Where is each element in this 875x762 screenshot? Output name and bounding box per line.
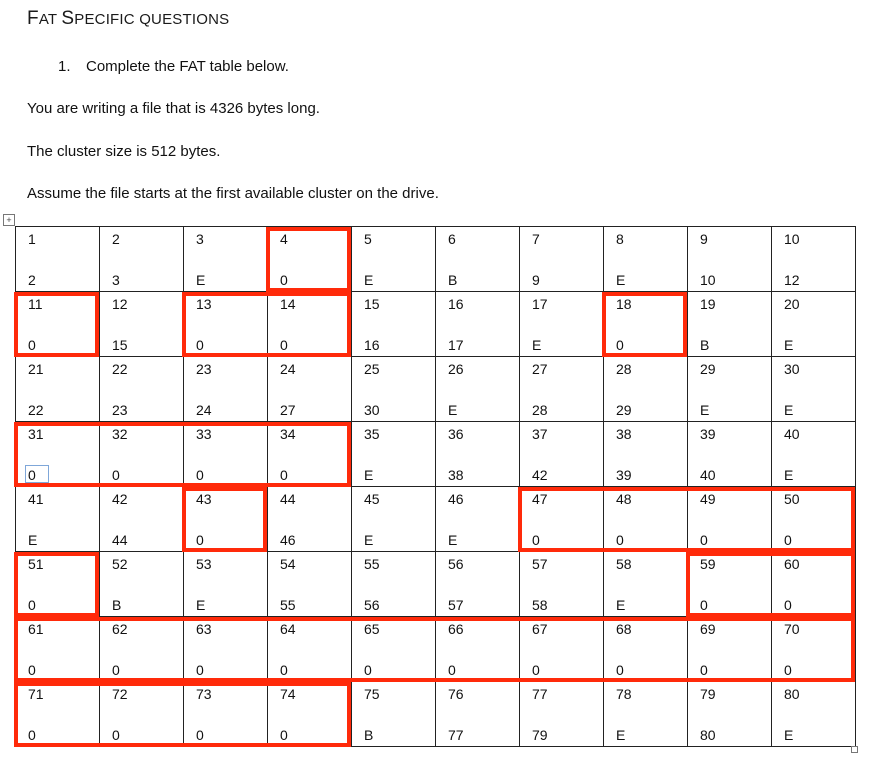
- cluster-entry: 12: [784, 272, 800, 288]
- cluster-number: 25: [364, 361, 380, 377]
- cluster-number: 32: [112, 426, 128, 442]
- fat-cell[interactable]: [688, 617, 772, 682]
- cluster-number: 33: [196, 426, 212, 442]
- question-text: Complete the FAT table below.: [86, 58, 289, 75]
- cluster-entry: 16: [364, 337, 380, 353]
- cluster-entry: 24: [196, 402, 212, 418]
- section-heading: [27, 8, 229, 30]
- fat-cell[interactable]: [16, 422, 100, 487]
- cluster-number: 43: [196, 491, 212, 507]
- cluster-entry: E: [532, 337, 542, 353]
- cluster-entry: 39: [616, 467, 632, 483]
- cluster-number: 30: [784, 361, 800, 377]
- fat-row: [16, 552, 856, 617]
- cluster-entry: E: [784, 467, 794, 483]
- cluster-number: 23: [196, 361, 212, 377]
- fat-cell[interactable]: [436, 227, 520, 292]
- cluster-number: 50: [784, 491, 800, 507]
- cluster-entry: 55: [280, 597, 296, 613]
- cluster-number: 80: [784, 686, 800, 702]
- cluster-entry: 56: [364, 597, 380, 613]
- cluster-entry: 0: [280, 467, 288, 483]
- fat-cell[interactable]: [184, 617, 268, 682]
- fat-cell[interactable]: [772, 617, 856, 682]
- fat-cell[interactable]: [100, 487, 184, 552]
- cluster-entry: E: [364, 532, 374, 548]
- heading-rest-pecific: PECIFIC QUESTIONS: [74, 11, 230, 28]
- fat-cell[interactable]: [268, 487, 352, 552]
- cluster-entry: 0: [616, 532, 624, 548]
- fat-cell[interactable]: [184, 682, 268, 747]
- cluster-entry: 23: [112, 402, 128, 418]
- cluster-entry: 46: [280, 532, 296, 548]
- cluster-number: 24: [280, 361, 296, 377]
- cluster-entry: 0: [700, 532, 708, 548]
- cluster-number: 22: [112, 361, 128, 377]
- cluster-entry: 0: [112, 727, 120, 743]
- fat-cell[interactable]: [772, 682, 856, 747]
- fat-cell[interactable]: [688, 682, 772, 747]
- cluster-entry: 0: [196, 337, 204, 353]
- fat-cell[interactable]: [16, 227, 100, 292]
- cluster-entry: E: [700, 402, 710, 418]
- cluster-number: 75: [364, 686, 380, 702]
- cluster-number: 10: [784, 231, 800, 247]
- cluster-entry: 0: [616, 337, 624, 353]
- cluster-number: 56: [448, 556, 464, 572]
- cluster-number: 28: [616, 361, 632, 377]
- cluster-entry: 17: [448, 337, 464, 353]
- cluster-entry: B: [112, 597, 122, 613]
- cluster-number: 34: [280, 426, 296, 442]
- cluster-entry: 0: [448, 662, 456, 678]
- fat-cell[interactable]: [100, 552, 184, 617]
- fat-cell[interactable]: [352, 227, 436, 292]
- cluster-entry: 28: [532, 402, 548, 418]
- fat-cell[interactable]: [268, 292, 352, 357]
- fat-cell[interactable]: [352, 682, 436, 747]
- fat-cell[interactable]: [100, 357, 184, 422]
- cluster-number: 48: [616, 491, 632, 507]
- cluster-entry: 22: [28, 402, 44, 418]
- fat-cell[interactable]: [688, 552, 772, 617]
- fat-cell[interactable]: [436, 487, 520, 552]
- cluster-entry: 0: [28, 662, 36, 678]
- cluster-entry: 77: [448, 727, 464, 743]
- cluster-entry: 30: [364, 402, 380, 418]
- fat-cell[interactable]: [268, 682, 352, 747]
- cluster-number: 20: [784, 296, 800, 312]
- fat-cell[interactable]: [604, 487, 688, 552]
- fat-row: [16, 227, 856, 292]
- fat-cell[interactable]: [436, 422, 520, 487]
- cluster-entry: 10: [700, 272, 716, 288]
- cluster-entry: 0: [196, 662, 204, 678]
- fat-cell[interactable]: [184, 422, 268, 487]
- cluster-entry: 42: [532, 467, 548, 483]
- fat-cell[interactable]: [16, 487, 100, 552]
- fat-cell[interactable]: [352, 357, 436, 422]
- fat-cell[interactable]: [520, 292, 604, 357]
- cluster-number: 51: [28, 556, 44, 572]
- cluster-number: 26: [448, 361, 464, 377]
- fat-cell[interactable]: [268, 617, 352, 682]
- cluster-number: 11: [28, 296, 43, 312]
- cluster-entry: 0: [196, 532, 204, 548]
- cluster-entry: E: [616, 727, 626, 743]
- cluster-number: 70: [784, 621, 800, 637]
- cluster-number: 59: [700, 556, 716, 572]
- assumption-line: Assume the file starts at the first available cluster on the drive.: [27, 185, 439, 202]
- cluster-entry: 79: [532, 727, 548, 743]
- fat-cell[interactable]: [436, 357, 520, 422]
- fat-cell[interactable]: [16, 357, 100, 422]
- cluster-entry: 0: [364, 662, 372, 678]
- cluster-entry: E: [28, 532, 38, 548]
- cluster-entry: E: [448, 402, 458, 418]
- fat-cell[interactable]: [520, 617, 604, 682]
- cluster-number: 64: [280, 621, 296, 637]
- cluster-number: 52: [112, 556, 128, 572]
- fat-cell[interactable]: [16, 552, 100, 617]
- fat-cell[interactable]: [16, 682, 100, 747]
- cluster-number: 39: [700, 426, 716, 442]
- cluster-number: 14: [280, 296, 296, 312]
- table-resize-handle[interactable]: [851, 746, 858, 753]
- question-1: [58, 58, 289, 75]
- cluster-entry: 0: [532, 662, 540, 678]
- cluster-entry: 0: [280, 272, 288, 288]
- cluster-number: 79: [700, 686, 716, 702]
- fat-cell[interactable]: [604, 422, 688, 487]
- fat-cell[interactable]: [520, 422, 604, 487]
- cluster-entry: 9: [532, 272, 540, 288]
- cluster-number: 9: [700, 231, 708, 247]
- fat-cell[interactable]: [268, 422, 352, 487]
- cluster-number: 37: [532, 426, 548, 442]
- cluster-entry: 0: [616, 662, 624, 678]
- cluster-number: 60: [784, 556, 800, 572]
- cluster-entry: 0: [28, 597, 36, 613]
- fat-cell[interactable]: [16, 292, 100, 357]
- fat-cell[interactable]: [352, 487, 436, 552]
- cluster-entry: 29: [616, 402, 632, 418]
- cluster-entry: 40: [700, 467, 716, 483]
- fat-cell[interactable]: [100, 682, 184, 747]
- heading-rest-at: AT: [38, 11, 62, 28]
- cluster-entry: E: [784, 337, 794, 353]
- fat-cell[interactable]: [268, 357, 352, 422]
- cluster-entry: 0: [700, 662, 708, 678]
- cluster-number: 67: [532, 621, 548, 637]
- cluster-number: 45: [364, 491, 380, 507]
- fat-cell[interactable]: [688, 357, 772, 422]
- cluster-entry: E: [196, 272, 206, 288]
- cluster-number: 41: [28, 491, 44, 507]
- cluster-number: 3: [196, 231, 204, 247]
- cluster-number: 71: [28, 686, 44, 702]
- cluster-entry: B: [448, 272, 458, 288]
- cluster-number: 61: [28, 621, 44, 637]
- cluster-number: 8: [616, 231, 624, 247]
- cluster-number: 2: [112, 231, 120, 247]
- cluster-size-line: The cluster size is 512 bytes.: [27, 143, 221, 160]
- fat-cell[interactable]: [520, 682, 604, 747]
- fat-cell[interactable]: [268, 227, 352, 292]
- fat-row: [16, 617, 856, 682]
- cluster-number: 58: [616, 556, 632, 572]
- fat-cell[interactable]: [772, 422, 856, 487]
- cluster-entry: 44: [112, 532, 128, 548]
- fat-cell[interactable]: [184, 552, 268, 617]
- cluster-number: 44: [280, 491, 296, 507]
- fat-cell[interactable]: [772, 487, 856, 552]
- cluster-entry: 27: [280, 402, 296, 418]
- fat-cell[interactable]: [352, 617, 436, 682]
- cluster-number: 42: [112, 491, 128, 507]
- fat-cell[interactable]: [772, 357, 856, 422]
- cluster-number: 73: [196, 686, 212, 702]
- heading-cap-s: S: [61, 8, 75, 29]
- cluster-number: 38: [616, 426, 632, 442]
- fat-table: [15, 226, 856, 747]
- fat-row: [16, 357, 856, 422]
- fat-cell[interactable]: [436, 682, 520, 747]
- cluster-entry: E: [616, 272, 626, 288]
- cluster-number: 77: [532, 686, 548, 702]
- fat-row: [16, 422, 856, 487]
- cluster-number: 78: [616, 686, 632, 702]
- cluster-number: 16: [448, 296, 464, 312]
- cluster-number: 62: [112, 621, 128, 637]
- cluster-number: 21: [28, 361, 44, 377]
- cluster-entry: E: [784, 402, 794, 418]
- cluster-entry: 15: [112, 337, 128, 353]
- fat-cell[interactable]: [604, 292, 688, 357]
- fat-cell[interactable]: [520, 487, 604, 552]
- fat-cell[interactable]: [268, 552, 352, 617]
- cluster-number: 6: [448, 231, 456, 247]
- cluster-entry: E: [196, 597, 206, 613]
- fat-cell[interactable]: [604, 357, 688, 422]
- cluster-number: 31: [28, 426, 44, 442]
- cluster-entry: 0: [196, 727, 204, 743]
- cluster-number: 27: [532, 361, 548, 377]
- fat-row: [16, 292, 856, 357]
- cluster-number: 55: [364, 556, 380, 572]
- cluster-entry: 0: [28, 727, 36, 743]
- cluster-entry: 0: [28, 337, 36, 353]
- cluster-entry: E: [364, 467, 374, 483]
- cluster-number: 15: [364, 296, 380, 312]
- fat-cell[interactable]: [688, 487, 772, 552]
- fat-cell[interactable]: [184, 292, 268, 357]
- cluster-number: 53: [196, 556, 212, 572]
- fat-cell[interactable]: [688, 227, 772, 292]
- fat-cell[interactable]: [100, 227, 184, 292]
- fat-cell[interactable]: [772, 292, 856, 357]
- cluster-number: 35: [364, 426, 380, 442]
- fat-cell[interactable]: [352, 552, 436, 617]
- cluster-entry: 0: [196, 467, 204, 483]
- cluster-entry: E: [364, 272, 374, 288]
- cluster-entry: E: [448, 532, 458, 548]
- fat-cell[interactable]: [604, 227, 688, 292]
- cluster-number: 12: [112, 296, 128, 312]
- fat-cell[interactable]: [520, 227, 604, 292]
- cluster-number: 46: [448, 491, 464, 507]
- fat-cell[interactable]: [436, 552, 520, 617]
- cluster-number: 69: [700, 621, 716, 637]
- cluster-number: 1: [28, 231, 36, 247]
- cluster-entry: E: [616, 597, 626, 613]
- cluster-entry: E: [784, 727, 794, 743]
- cluster-number: 13: [196, 296, 212, 312]
- fat-cell[interactable]: [604, 552, 688, 617]
- file-size-line: You are writing a file that is 4326 bytes long.: [27, 100, 320, 117]
- fat-cell[interactable]: [100, 617, 184, 682]
- fat-row: [16, 682, 856, 747]
- fat-cell[interactable]: [604, 682, 688, 747]
- cluster-number: 63: [196, 621, 212, 637]
- cluster-entry: 58: [532, 597, 548, 613]
- text-cursor-box: [25, 465, 49, 483]
- cluster-entry: 0: [28, 467, 36, 483]
- cluster-entry: 0: [112, 662, 120, 678]
- cluster-number: 4: [280, 231, 288, 247]
- cluster-number: 19: [700, 296, 716, 312]
- cluster-number: 66: [448, 621, 464, 637]
- cluster-number: 76: [448, 686, 464, 702]
- cluster-entry: 0: [532, 532, 540, 548]
- cluster-entry: 38: [448, 467, 464, 483]
- cluster-entry: 0: [784, 597, 792, 613]
- cluster-entry: 0: [784, 662, 792, 678]
- cluster-entry: 0: [112, 467, 120, 483]
- cluster-entry: 0: [280, 337, 288, 353]
- fat-cell[interactable]: [184, 227, 268, 292]
- cluster-entry: 80: [700, 727, 716, 743]
- fat-cell[interactable]: [436, 617, 520, 682]
- cluster-entry: 3: [112, 272, 120, 288]
- cluster-number: 29: [700, 361, 716, 377]
- fat-cell[interactable]: [688, 422, 772, 487]
- fat-cell[interactable]: [436, 292, 520, 357]
- cluster-number: 18: [616, 296, 632, 312]
- fat-cell[interactable]: [16, 617, 100, 682]
- cluster-number: 49: [700, 491, 716, 507]
- cluster-entry: 0: [700, 597, 708, 613]
- cluster-entry: B: [700, 337, 710, 353]
- fat-cell[interactable]: [772, 227, 856, 292]
- fat-cell[interactable]: [772, 552, 856, 617]
- table-move-handle-icon[interactable]: +: [3, 214, 15, 226]
- question-number: 1.: [58, 58, 71, 75]
- cluster-number: 74: [280, 686, 296, 702]
- fat-cell[interactable]: [184, 487, 268, 552]
- cluster-number: 65: [364, 621, 380, 637]
- cluster-number: 47: [532, 491, 548, 507]
- cluster-number: 54: [280, 556, 296, 572]
- cluster-number: 72: [112, 686, 128, 702]
- fat-cell[interactable]: [520, 552, 604, 617]
- cluster-number: 5: [364, 231, 372, 247]
- fat-cell[interactable]: [100, 422, 184, 487]
- fat-cell[interactable]: [184, 357, 268, 422]
- cluster-number: 40: [784, 426, 800, 442]
- cluster-entry: B: [364, 727, 374, 743]
- fat-cell[interactable]: [520, 357, 604, 422]
- cluster-number: 36: [448, 426, 464, 442]
- cluster-entry: 0: [784, 532, 792, 548]
- fat-cell[interactable]: [352, 422, 436, 487]
- fat-row: [16, 487, 856, 552]
- cluster-entry: 57: [448, 597, 464, 613]
- cluster-entry: 0: [280, 727, 288, 743]
- fat-cell[interactable]: [604, 617, 688, 682]
- fat-cell[interactable]: [688, 292, 772, 357]
- cluster-number: 7: [532, 231, 540, 247]
- heading-cap-f: F: [27, 8, 39, 29]
- cluster-number: 57: [532, 556, 548, 572]
- cluster-number: 68: [616, 621, 632, 637]
- fat-cell[interactable]: [100, 292, 184, 357]
- cluster-number: 17: [532, 296, 548, 312]
- cluster-entry: 2: [28, 272, 36, 288]
- fat-cell[interactable]: [352, 292, 436, 357]
- cluster-entry: 0: [280, 662, 288, 678]
